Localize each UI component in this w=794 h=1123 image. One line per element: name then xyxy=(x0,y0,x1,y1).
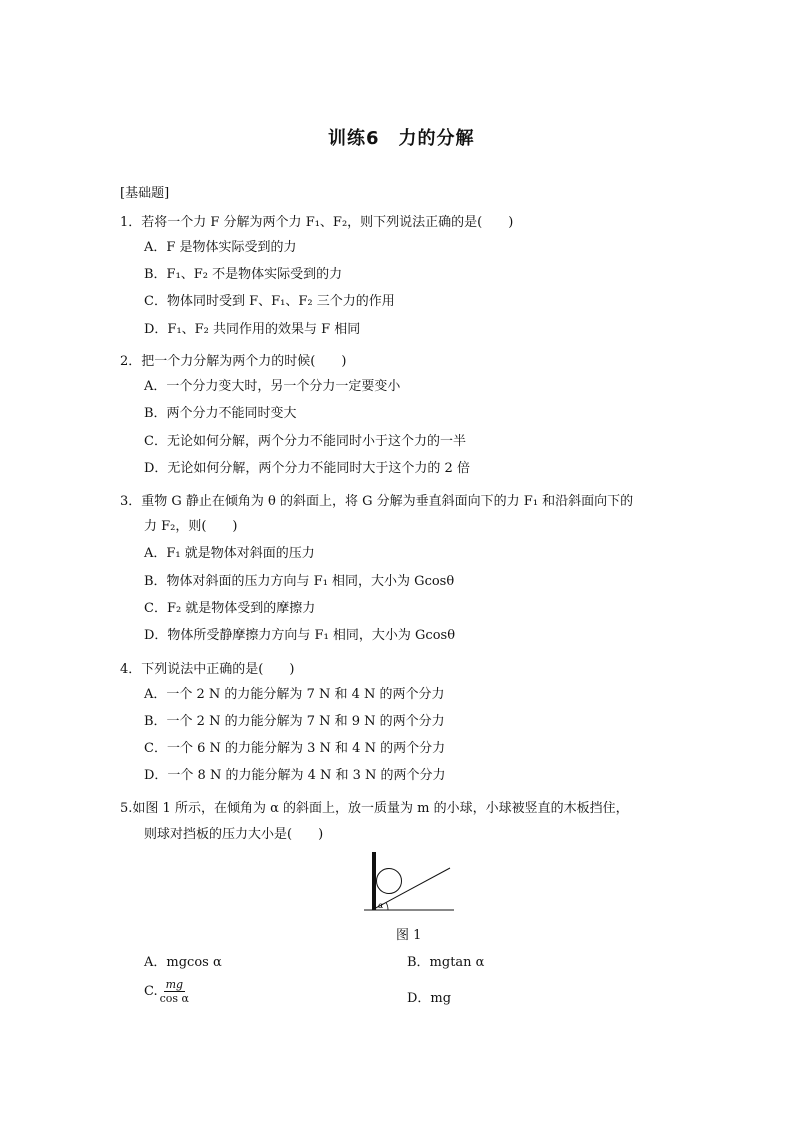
question-1-option-a: A．F 是物体实际受到的力 xyxy=(144,240,297,255)
question-4-option-d: D．一个 8 N 的力能分解为 4 N 和 3 N 的两个分力 xyxy=(144,768,446,783)
question-2-stem: 2．把一个力分解为两个力的时候( ) xyxy=(120,354,347,369)
question-5-stem-continued: 则球对挡板的压力大小是( ) xyxy=(144,827,324,842)
question-2-option-b: B．两个分力不能同时变大 xyxy=(144,406,297,421)
question-3-option-d: D．物体所受静摩擦力方向与 F₁ 相同，大小为 Gcosθ xyxy=(144,628,456,643)
question-4-option-a: A．一个 2 N 的力能分解为 7 N 和 4 N 的两个分力 xyxy=(144,687,445,702)
fraction-numerator: mg xyxy=(165,978,184,991)
page-title: 训练6 力的分解 xyxy=(328,128,475,149)
angle-label: α xyxy=(378,901,384,910)
angle-arc xyxy=(386,903,388,911)
question-5-option-d: D．mg xyxy=(407,991,452,1006)
question-3-option-b: B．物体对斜面的压力方向与 F₁ 相同，大小为 Gcosθ xyxy=(144,574,455,589)
question-3-stem-continued: 力 F₂，则( ) xyxy=(144,519,238,534)
question-2-option-a: A．一个分力变大时，另一个分力一定要变小 xyxy=(144,379,401,394)
question-3-option-c: C．F₂ 就是物体受到的摩擦力 xyxy=(144,601,316,616)
question-3-option-a: A．F₁ 就是物体对斜面的压力 xyxy=(144,546,315,561)
section-label: [基础题] xyxy=(120,186,170,201)
figure-1-diagram xyxy=(360,848,460,914)
question-5-stem: 5.如图 1 所示，在倾角为 α 的斜面上，放一质量为 m 的小球，小球被竖直的木板挡住， xyxy=(120,801,629,816)
question-4-option-b: B．一个 2 N 的力能分解为 7 N 和 9 N 的两个分力 xyxy=(144,714,445,729)
question-4-stem: 4．下列说法中正确的是( ) xyxy=(120,662,295,677)
question-4-option-c: C．一个 6 N 的力能分解为 3 N 和 4 N 的两个分力 xyxy=(144,741,446,756)
question-5-option-a: A．mgcos α xyxy=(144,955,222,970)
question-1-option-d: D．F₁、F₂ 共同作用的效果与 F 相同 xyxy=(144,322,361,337)
question-5-option-c xyxy=(144,978,191,1005)
question-1-stem: 1．若将一个力 F 分解为两个力 F₁、F₂，则下列说法正确的是( ) xyxy=(120,215,514,230)
question-1-option-b: B．F₁、F₂ 不是物体实际受到的力 xyxy=(144,267,343,282)
question-3-stem: 3．重物 G 静止在倾角为 θ 的斜面上，将 G 分解为垂直斜面向下的力 F₁ 和沿斜面向下的 xyxy=(120,494,634,509)
figure-1-caption: 图 1 xyxy=(396,928,422,943)
question-2-option-c: C．无论如何分解，两个分力不能同时小于这个力的一半 xyxy=(144,434,466,449)
fraction-denominator: cos α xyxy=(159,992,189,1006)
ball xyxy=(377,869,402,894)
question-2-option-d: D．无论如何分解，两个分力不能同时大于这个力的 2 倍 xyxy=(144,461,470,476)
vertical-board xyxy=(372,852,376,910)
question-1-option-c: C．物体同时受到 F、F₁、F₂ 三个力的作用 xyxy=(144,294,395,309)
option-c-fraction xyxy=(158,978,191,1005)
option-c-prefix: C. xyxy=(144,984,158,1000)
question-5-option-b: B．mgtan α xyxy=(407,955,485,970)
